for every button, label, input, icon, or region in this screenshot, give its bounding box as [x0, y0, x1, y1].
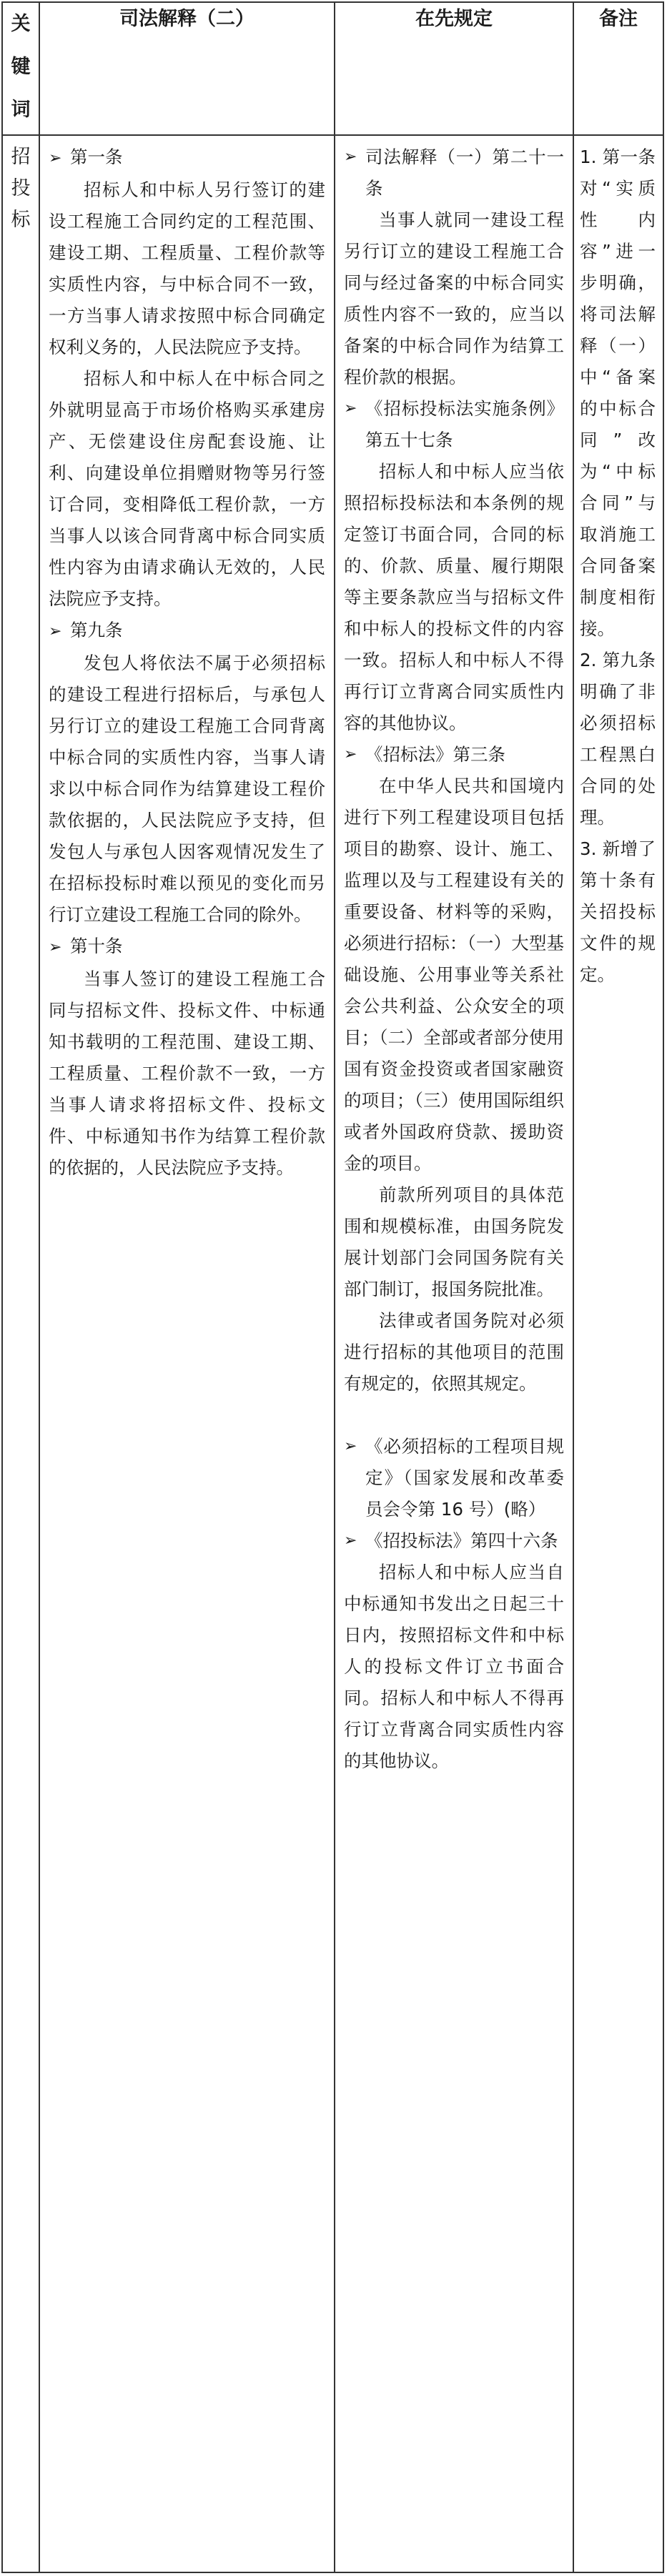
- header-keyword-cell: [2, 2, 39, 135]
- table-row: [2, 135, 663, 2572]
- article-heading: ➢ 第一条: [49, 142, 325, 174]
- reference-heading: ➢ 《招投标法》第四十六条: [344, 1525, 564, 1557]
- arrow-bullet-icon: ➢: [344, 1532, 357, 1550]
- remark-note: 3. 新增了第十条有关招投标文件的规定。: [580, 838, 656, 985]
- header-remark: 备注: [573, 2, 663, 135]
- arrow-bullet-icon: ➢: [49, 623, 62, 640]
- header-keyword-char: 词: [11, 99, 31, 121]
- remark-note: 1. 第一条对“实质性内容”进一步明确，将司法解释（一）中“备案的中标合同”改为“中标合同”与取消施工合同备案制度相衔接。: [580, 147, 656, 639]
- reference-heading: ➢ 《招标投标法实施条例》第五十七条: [344, 393, 564, 456]
- arrow-bullet-icon: ➢: [344, 400, 357, 417]
- reference-paragraph: 在中华人民共和国境内进行下列工程建设项目包括项目的勘察、设计、施工、监理以及与工程建设有关的重要设备、材料等的采购，必须进行招标：（一）大型基础设施、公用事业等关系社会公共利益、公众安全的项目；（二）全部或者部分使用国有资金投资或者国家融资的项目；（三）使用国际组织或者外国政府贷款、援助资金的项目。: [344, 776, 564, 1174]
- remark-note: 2. 第九条明确了非必须招标工程黑白合同的处理。: [580, 650, 656, 828]
- article-paragraph: 发包人将依法不属于必须招标的建设工程进行招标后，与承包人另行订立的建设工程施工合同背离中标合同的实质性内容，当事人请求以中标合同作为结算建设工程价款依据的，人民法院应予支持，但发包人与承包人因客观情况发生了在招标投标时难以预见的变化而另行订立建设工程施工合同的除外。: [49, 653, 325, 925]
- reference-heading: ➢ 《必须招标的工程项目规定》（国家发展和改革委员会令第 16 号）(略）: [344, 1431, 564, 1525]
- reference-heading: ➢ 司法解释（一）第二十一条: [344, 142, 564, 204]
- article-paragraph: 招标人和中标人另行签订的建设工程施工合同约定的工程范围、建设工期、工程质量、工程价款等实质性内容，与中标合同不一致，一方当事人请求按照中标合同确定权利义务的，人民法院应予支持。: [49, 179, 325, 357]
- arrow-bullet-icon: ➢: [49, 149, 62, 167]
- prior-rules-cell: [335, 135, 573, 2572]
- comparison-table: [1, 1, 664, 2573]
- keyword-char: 标: [11, 209, 31, 231]
- arrow-bullet-icon: ➢: [344, 148, 357, 166]
- table-header-row: [2, 2, 663, 135]
- header-keyword-char: 关: [11, 13, 31, 35]
- arrow-bullet-icon: ➢: [344, 1437, 357, 1455]
- reference-paragraph: 招标人和中标人应当依照招标投标法和本条例的规定签订书面合同，合同的标的、价款、质量、履行期限等主要条款应当与招标文件和中标人的投标文件的内容一致。招标人和中标人不得再行订立背离合同实质性内容的其他协议。: [344, 461, 564, 733]
- reference-paragraph: 招标人和中标人应当自中标通知书发出之日起三十日内，按照招标文件和中标人的投标文件订立书面合同。招标人和中标人不得再行订立背离合同实质性内容的其他协议。: [344, 1562, 564, 1771]
- remark-cell: [573, 135, 663, 2572]
- header-keyword-char: 键: [11, 56, 31, 78]
- keyword-char: 投: [11, 177, 31, 199]
- spacer: [344, 1400, 564, 1431]
- reference-paragraph: 法律或者国务院对必须进行招标的其他项目的范围有规定的，依照其规定。: [344, 1310, 564, 1394]
- article-paragraph: 当事人签订的建设工程施工合同与招标文件、投标文件、中标通知书载明的工程范围、建设工期、工程质量、工程价款不一致，一方当事人请求将招标文件、投标文件、中标通知书作为结算工程价款的依据的，人民法院应予支持。: [49, 969, 325, 1178]
- keyword-cell: [2, 135, 39, 2572]
- reference-paragraph: 当事人就同一建设工程另行订立的建设工程施工合同与经过备案的中标合同实质性内容不一致的，应当以备案的中标合同作为结算工程价款的根据。: [344, 209, 564, 387]
- header-interpretation: 司法解释（二）: [39, 2, 335, 135]
- keyword-char: 招: [11, 146, 31, 168]
- header-prior-rules: 在先规定: [335, 2, 573, 135]
- article-paragraph: 招标人和中标人在中标合同之外就明显高于市场价格购买承建房产、无偿建设住房配套设施、让利、向建设单位捐赠财物等另行签订合同，变相降低工程价款，一方当事人以该合同背离中标合同实质性内容为由请求确认无效的，人民法院应予支持。: [49, 368, 325, 609]
- arrow-bullet-icon: ➢: [344, 745, 357, 763]
- reference-heading: ➢ 《招标法》第三条: [344, 739, 564, 771]
- article-heading: ➢ 第九条: [49, 615, 325, 648]
- interpretation-cell: [39, 135, 335, 2572]
- article-heading: ➢ 第十条: [49, 931, 325, 963]
- arrow-bullet-icon: ➢: [49, 938, 62, 956]
- reference-paragraph: 前款所列项目的具体范围和规模标准，由国务院发展计划部门会同国务院有关部门制订，报国务院批准。: [344, 1184, 564, 1299]
